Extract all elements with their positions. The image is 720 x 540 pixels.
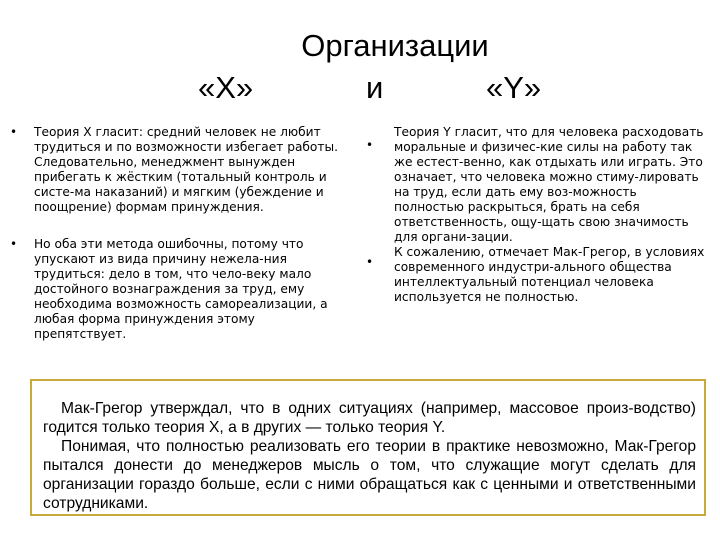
- summary-paragraph-1: Мак-Грегор утверждал, что в одних ситуациях (например, массовое произ-водство) годится только теория X, а в других — только теория Y.: [43, 400, 696, 436]
- bullet-icon: •: [366, 255, 374, 269]
- title-and: и: [366, 70, 384, 105]
- theory-x-text-1: Теория X гласит: средний человек не любит трудиться и по возможности избегает работы. Следовательно, менеджмент вынужден прибегать к жёстким (тотальный контроль и систе-ма наказаний) и мягким (убеждение и поощрение) формам принуждения.: [34, 125, 338, 214]
- list-item: [10, 125, 345, 215]
- theory-y-text-1: Теория Y гласит, что для человека расходовать моральные и физичес-кие силы на работу так же естест-венно, как отдыхать или играть. Это означает, что человека можно стиму-лировать на труд, если дать ему воз-можность полностью раскрыться, брать на себя ответственность, ощу-щать свою значимость для органи-зации.: [394, 125, 704, 244]
- summary-paragraph-2: Понимая, что полностью реализовать его теории в практике невозможно, Мак-Грегор пытался донести до менеджеров мысль о том, что служащие могут сделать для организации гораздо больше, если с ними обращаться как с ценными и ответственными сотрудниками.: [43, 438, 696, 512]
- list-item: [362, 245, 707, 305]
- list-item: [10, 237, 345, 342]
- title-line-1: Организации: [301, 28, 489, 63]
- title-line-2: [0, 70, 720, 106]
- title-y: «Y»: [486, 70, 542, 105]
- theory-x-text-2: Но оба эти метода ошибочны, потому что упускают из вида причину нежела-ния трудиться: дело в том, что чело-веку мало достойного вознаграждения за труд, ему необходима возможность самореализации, а любая форма принуждения этому препятствует.: [34, 237, 328, 341]
- title-x: «X»: [198, 70, 254, 105]
- theory-y-text-2: К сожалению, отмечает Мак-Грегор, в условиях современного индустри-ального общества интеллектуальный потенциал человека используется не полностью.: [394, 245, 705, 304]
- summary-box: [30, 379, 706, 516]
- bullet-icon: •: [366, 138, 374, 152]
- bullet-icon: •: [10, 237, 18, 251]
- theory-y-column: [362, 125, 707, 305]
- list-item: [362, 125, 707, 245]
- theory-x-column: [10, 125, 345, 364]
- bullet-icon: •: [10, 125, 18, 139]
